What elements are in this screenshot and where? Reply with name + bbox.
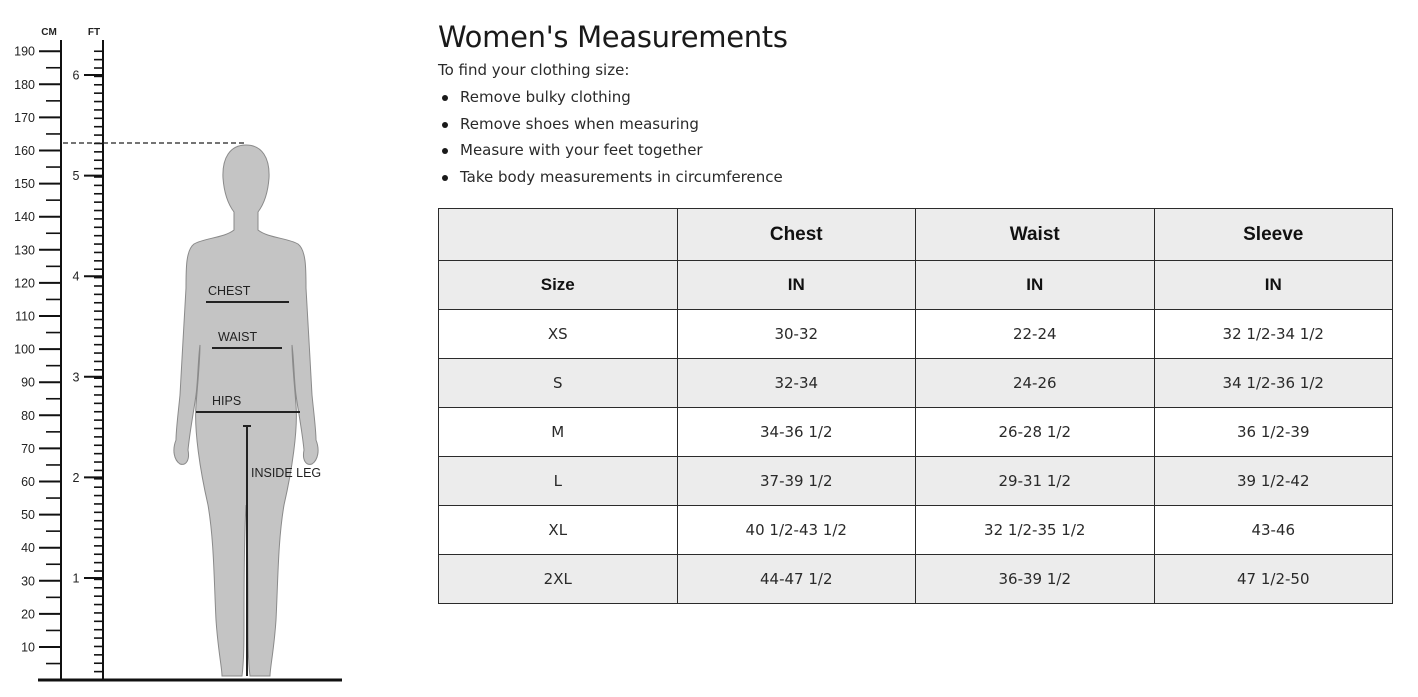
- hips-label: HIPS: [212, 394, 242, 408]
- cm-tick-label: 180: [14, 77, 35, 92]
- waist-cell: 26-28 1/2: [916, 408, 1155, 457]
- sleeve-cell: 43-46: [1154, 506, 1393, 555]
- ft-tick-label: 3: [72, 370, 80, 385]
- waist-cell: 22-24: [916, 310, 1155, 359]
- cm-tick-label: 20: [21, 607, 35, 622]
- chest-cell: 30-32: [677, 310, 916, 359]
- unit-cell-waist: IN: [916, 261, 1155, 310]
- tip-item: Remove bulky clothing: [438, 84, 1393, 111]
- tips-list: [438, 84, 1393, 190]
- cm-tick-label: 140: [14, 210, 35, 225]
- cm-tick-label: 190: [14, 44, 35, 59]
- cm-tick-label: 110: [15, 309, 35, 324]
- cm-tick-label: 30: [21, 574, 35, 589]
- chest-cell: 40 1/2-43 1/2: [677, 506, 916, 555]
- table-header-row: [439, 209, 1393, 261]
- cm-tick-label: 170: [14, 110, 35, 125]
- waist-cell: 32 1/2-35 1/2: [916, 506, 1155, 555]
- cm-tick-label: 80: [21, 408, 35, 423]
- chest-cell: 32-34: [677, 359, 916, 408]
- size-cell: M: [439, 408, 678, 457]
- unit-cell-chest: IN: [677, 261, 916, 310]
- cm-tick-label: 150: [14, 177, 35, 192]
- ft-tick-label: 2: [72, 470, 80, 485]
- size-cell: XL: [439, 506, 678, 555]
- table-row: [439, 310, 1393, 359]
- tip-item: Remove shoes when measuring: [438, 111, 1393, 138]
- cm-tick-label: 90: [21, 375, 35, 390]
- sleeve-cell: 32 1/2-34 1/2: [1154, 310, 1393, 359]
- header-cell-sleeve: Sleeve: [1154, 209, 1393, 261]
- height-ruler-illustration: [0, 0, 420, 697]
- cm-unit-label: CM: [41, 27, 57, 38]
- cm-tick-label: 60: [21, 475, 35, 489]
- cm-scale: [14, 45, 61, 664]
- inside-leg-label: INSIDE LEG: [251, 466, 322, 480]
- tip-item: Take body measurements in circumference: [438, 164, 1393, 191]
- chest-label: CHEST: [208, 284, 251, 298]
- table-row: [439, 555, 1393, 604]
- size-cell: XS: [439, 310, 678, 359]
- cm-tick-label: 40: [21, 541, 35, 556]
- ft-unit-label: FT: [87, 27, 101, 38]
- size-cell: 2XL: [439, 555, 678, 604]
- chest-cell: 34-36 1/2: [677, 408, 916, 457]
- cm-tick-label: 100: [14, 342, 35, 357]
- sleeve-cell: 47 1/2-50: [1154, 555, 1393, 604]
- intro-text: To find your clothing size:: [438, 61, 630, 79]
- cm-tick-label: 10: [21, 640, 35, 655]
- header-cell-chest: Chest: [677, 209, 916, 261]
- waist-cell: 24-26: [916, 359, 1155, 408]
- ft-tick-label: 5: [72, 169, 80, 184]
- cm-tick-label: 70: [21, 441, 35, 456]
- size-cell: L: [439, 457, 678, 506]
- waist-cell: 36-39 1/2: [916, 555, 1155, 604]
- ft-tick-label: 1: [72, 571, 80, 586]
- ft-tick-label: 6: [72, 68, 80, 83]
- table-row: [439, 457, 1393, 506]
- waist-label: WAIST: [218, 330, 258, 344]
- sleeve-cell: 36 1/2-39: [1154, 408, 1393, 457]
- unit-cell-sleeve: IN: [1154, 261, 1393, 310]
- ft-tick-label: 4: [72, 269, 80, 284]
- size-chart-table: [438, 208, 1393, 604]
- cm-tick-label: 50: [21, 508, 35, 523]
- tip-item: Measure with your feet together: [438, 137, 1393, 164]
- chest-cell: 44-47 1/2: [677, 555, 916, 604]
- waist-cell: 29-31 1/2: [916, 457, 1155, 506]
- sleeve-cell: 39 1/2-42: [1154, 457, 1393, 506]
- size-cell: S: [439, 359, 678, 408]
- chest-cell: 37-39 1/2: [677, 457, 916, 506]
- height-chart-figure: [0, 0, 420, 697]
- sleeve-cell: 34 1/2-36 1/2: [1154, 359, 1393, 408]
- measurements-panel: [438, 18, 1393, 588]
- table-units-row: [439, 261, 1393, 310]
- page-title: Women's Measurements: [438, 20, 788, 54]
- header-cell-size: Size: [439, 261, 678, 310]
- cm-tick-label: 120: [14, 276, 35, 291]
- table-row: [439, 408, 1393, 457]
- ft-scale: [73, 51, 103, 680]
- table-row: [439, 359, 1393, 408]
- header-cell-waist: Waist: [916, 209, 1155, 261]
- cm-tick-label: 160: [14, 144, 35, 158]
- header-cell-blank: [439, 209, 678, 261]
- cm-tick-label: 130: [14, 243, 35, 258]
- table-row: [439, 506, 1393, 555]
